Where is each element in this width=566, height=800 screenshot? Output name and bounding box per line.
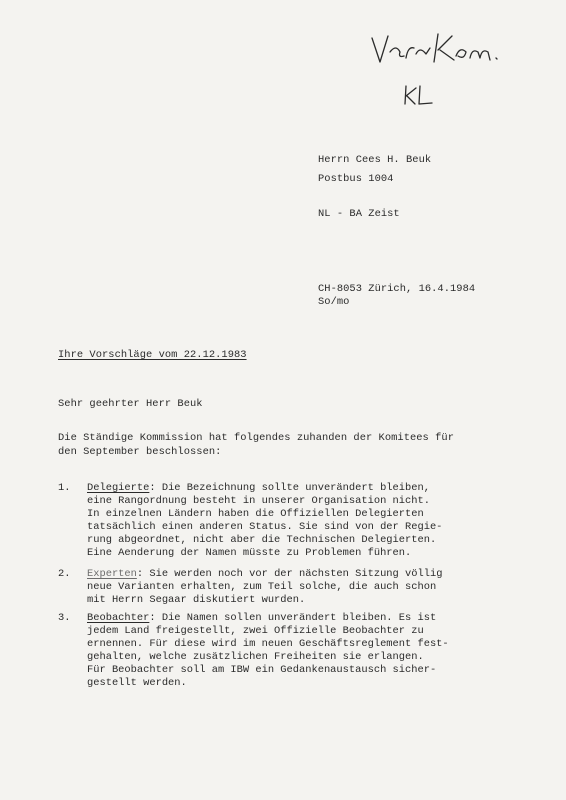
item-term: Delegierte	[87, 482, 150, 494]
item-first-line: : Sie werden noch vor der nächsten Sitzung völlig	[136, 568, 443, 580]
item-first-line: : Die Namen sollen unverändert bleiben. Es ist	[149, 612, 437, 624]
handwritten-note-top	[368, 28, 508, 68]
item-line: gestellt werden.	[87, 677, 187, 689]
item-line: gehalten, welche zusätzlichen Freiheiten sie erlangen.	[87, 651, 424, 663]
item-term: Experten	[87, 568, 137, 580]
list-item	[87, 568, 442, 607]
recipient-postbus: Postbus 1004	[318, 173, 394, 185]
intro-line-1: Die Ständige Kommission hat folgendes zuhanden der Komitees für	[58, 432, 454, 444]
handwritten-initials	[400, 84, 440, 106]
salutation: Sehr geehrter Herr Beuk	[58, 398, 203, 410]
item-line: ernennen. Für diese wird im neuen Geschäftsreglement fest-	[87, 638, 449, 650]
item-line: neue Varianten erhalten, zum Teil solche, die auch schon	[87, 581, 437, 593]
reference-initials: So/mo	[318, 296, 350, 308]
recipient-city: NL - BA Zeist	[318, 208, 400, 220]
item-first-line: : Die Bezeichnung sollte unverändert bleiben,	[149, 482, 430, 494]
item-number: 2.	[58, 568, 71, 580]
item-line: Für Beobachter soll am IBW ein Gedankenaustausch sicher-	[87, 664, 437, 676]
list-item	[87, 612, 449, 690]
item-line: Eine Aenderung der Namen müsste zu Problemen führen.	[87, 547, 412, 559]
item-number: 3.	[58, 612, 71, 624]
subject-line: Ihre Vorschläge vom 22.12.1983	[58, 349, 247, 361]
item-number: 1.	[58, 482, 71, 494]
recipient-name: Herrn Cees H. Beuk	[318, 154, 432, 166]
list-item	[87, 482, 442, 560]
item-line: jedem Land freigestellt, zwei Offizielle Beobachter zu	[87, 625, 424, 637]
place-date: CH-8053 Zürich, 16.4.1984	[318, 283, 476, 295]
item-line: tatsächlich einen anderen Status. Sie sind von der Regie-	[87, 521, 443, 533]
intro-line-2: den September beschlossen:	[58, 446, 222, 458]
item-line: rung abgeordnet, nicht aber die Technischen Delegierten.	[87, 534, 437, 546]
item-line: eine Rangordnung besteht in unserer Organisation nicht.	[87, 495, 430, 507]
item-term: Beobachter	[87, 612, 150, 624]
item-line: In einzelnen Ländern haben die Offiziellen Delegierten	[87, 508, 424, 520]
item-line: mit Herrn Segaar diskutiert wurden.	[87, 594, 306, 606]
